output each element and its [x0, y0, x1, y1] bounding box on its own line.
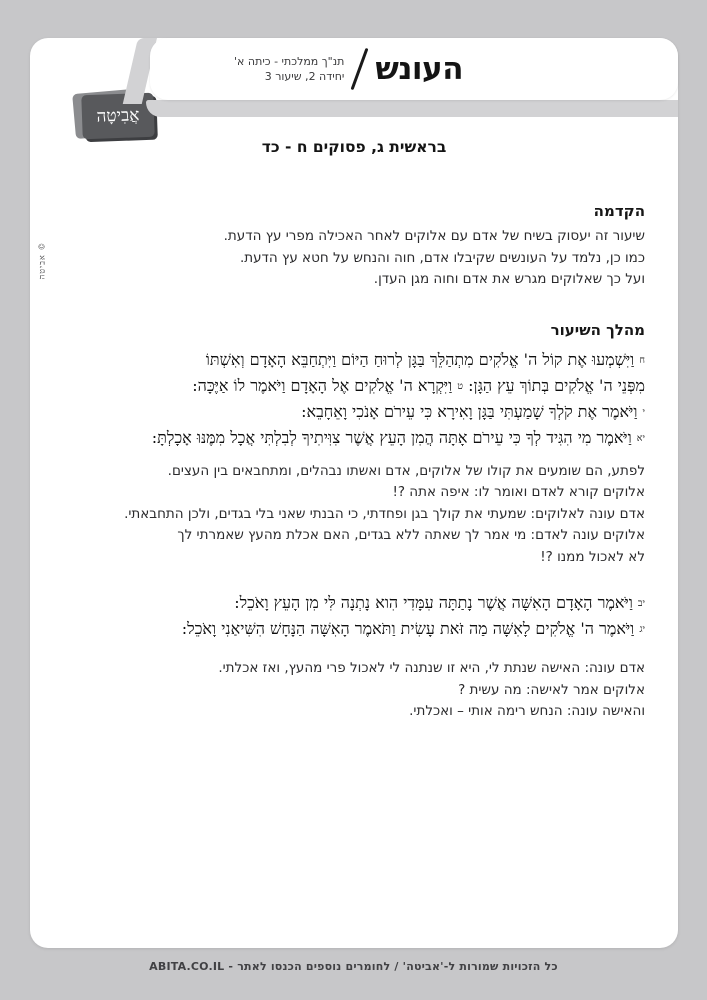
footer-credits: כל הזכויות שמורות ל-'אביטה' / לחומרים נוספים הכנסו לאתר - ABITA.CO.IL	[149, 960, 558, 973]
bible-verse-line	[63, 590, 645, 616]
text-line: אלוקים עונה לאדם: מי אמר לך שאתה ללא בגדים, האם אכלת מהעץ שאמרתי לך	[177, 527, 645, 543]
bible-verse-line	[63, 373, 645, 399]
verse-text: וַיֹּאמֶר מִי הִגִּיד לְךָ כִּי עֵירֹם אָתָּה הֲמִן הָעֵץ אֲשֶׁר צִוִּיתִיךָ לְבִלְתִּי אֲכָל מִמֶּנּוּ אָכָלְתָּ:	[151, 427, 632, 447]
subtitle-unit: יחידה 2, שיעור 3	[264, 70, 345, 83]
slash-divider	[351, 48, 369, 90]
text-line: לא לאכול ממנו ?!	[540, 548, 645, 565]
text-line: אלוקים קורא לאדם ואומר לו: איפה אתה ?!	[392, 484, 645, 500]
bible-verse-line	[63, 425, 645, 451]
verse-text: וַיֹּאמֶר הָאָדָם הָאִשָּׁה אֲשֶׁר נָתַתָּה עִמָּדִי הִוא נָתְנָה לִּי מִן הָעֵץ וָאֹכֵל:	[234, 593, 633, 612]
logo-wordmark: אֲבִיטָה	[96, 104, 140, 127]
text-line: אלוקים אמר לאישה: מה עשית ?	[458, 681, 645, 698]
header-subtitle	[234, 54, 344, 84]
text-line: אדם עונה לאלוקים: שמעתי את קולך בגן ופחדתי, כי הבנתי שאני בלי בגדים, ולכן התחבאתי.	[124, 505, 645, 522]
text-line: אדם עונה: האישה שנתת לי, היא זו שנתנה לי לאכול פרי מהעץ, ואז אכלתי.	[218, 660, 645, 676]
lesson-heading: מהלך השיעור	[550, 320, 645, 339]
abita-logo	[74, 90, 160, 144]
text-line: שיעור זה יעסוק בשיח של אדם עם אלוקים לאחר האכילה מפרי עץ הדעת.	[223, 228, 645, 244]
dialogue-paragraph-1	[63, 461, 645, 569]
intro-heading: הקדמה	[593, 202, 645, 220]
logo-front-layer	[81, 93, 154, 139]
page-title: בראשית ג, פסוקים ח - כד	[261, 138, 447, 156]
bible-verse-line	[63, 616, 645, 642]
header-bottom-band	[146, 100, 678, 117]
verse-number: יג	[639, 624, 645, 635]
lesson-main-title: העונש	[375, 50, 463, 87]
bible-verses-block-2	[63, 590, 645, 642]
worksheet-card	[30, 38, 678, 948]
text-line: כמו כן, נלמד על העונשים שקיבלו אדם, חוה והנחש על חטא עץ הדעת.	[239, 249, 645, 266]
verse-text: מִפְּנֵי ה' אֱלֹקִים בְּתוֹךְ עֵץ הַגָּן:	[468, 375, 645, 395]
verse-number: ט	[457, 380, 464, 392]
subtitle-course: תנ"ך ממלכתי - כיתה א'	[234, 55, 345, 68]
text-line: ועל כך שאלוקים מגרש את אדם וחוה מגן העדן.	[373, 271, 645, 287]
bible-verse-line	[63, 399, 645, 425]
dialogue-paragraph-2	[63, 658, 645, 723]
header-title-group	[234, 38, 463, 100]
verse-number: יב	[637, 598, 645, 609]
verse-text: וַיֹּאמֶר ה' אֱלֹקִים לָאִשָּׁה מַה זֹּאת עָשִׂית וַתֹּאמֶר הָאִשָּׁה הַנָּחָשׁ הִשִּׁיאַנִי וָאֹכֵל:	[181, 619, 635, 638]
copyright-vertical-text: © אביטה	[37, 241, 47, 280]
bible-verse-line	[63, 347, 645, 373]
bible-verses-block-1	[63, 347, 645, 451]
text-line: לפתע, הם שומעים את קולו של אלוקים, אדם ואשתו נבהלים, ומתחבאים בין העצים.	[167, 462, 645, 479]
verse-text: וַיִּשְׁמְעוּ אֶת קוֹל ה' אֱלֹקִים מִתְהַלֵּךְ בַּגָּן לְרוּחַ הַיּוֹם וַיִּתְחַבֵּא הָאָדָם וְאִשְׁתּוֹ	[205, 349, 635, 369]
intro-paragraph	[63, 226, 645, 291]
verse-text: וַיִּקְרָא ה' אֱלֹקִים אֶל הָאָדָם וַיֹּאמֶר לוֹ אַיֶּכָּה:	[192, 375, 453, 395]
verse-number: י	[642, 406, 645, 418]
verse-number: ח	[639, 354, 645, 366]
text-line: והאישה עונה: הנחש רימה אותי – ואכלתי.	[409, 703, 645, 719]
verse-number: יא	[636, 432, 645, 444]
verse-text: וַיֹּאמֶר אֶת קֹלְךָ שָׁמַעְתִּי בַּגָּן וָאִירָא כִּי עֵירֹם אָנֹכִי וָאֵחָבֵא:	[301, 401, 638, 421]
header-bar	[150, 38, 678, 100]
